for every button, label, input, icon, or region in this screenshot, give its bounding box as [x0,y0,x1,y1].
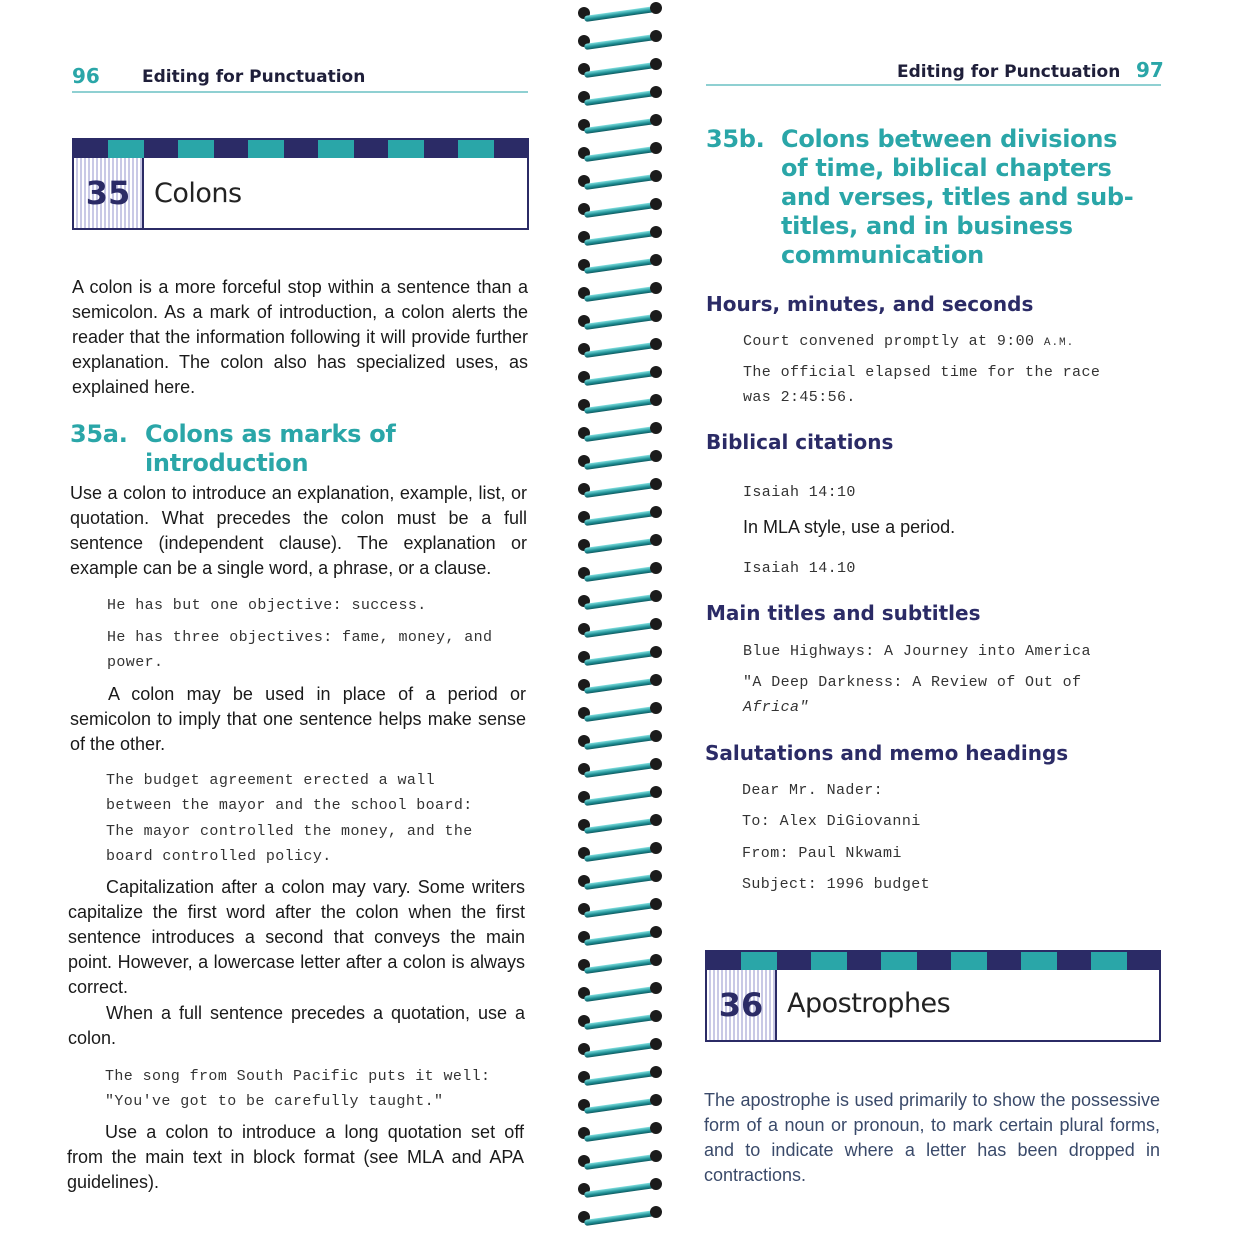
section-title-line2: of time, biblical chapters [781,154,1112,182]
section-title-line4: titles, and in business [781,212,1073,240]
left-page [0,0,570,1237]
chapter-title: Colons [154,178,242,209]
example-elapsed-line2: was 2:45:56. [743,389,856,406]
binding-coil [578,762,662,776]
example-deep-darkness-line2: Africa" [743,699,809,716]
example-objectives-line1: He has three objectives: fame, money, and [107,629,493,646]
example-budget-line3: The mayor controlled the money, and the [106,823,473,840]
binding-coil [578,930,662,944]
binding-coil [578,902,662,916]
mla-note: In MLA style, use a period. [743,517,956,537]
binding-coil [578,1098,662,1112]
section-35a-para3: Capitalization after a colon may vary. Some writers capitalize the first word after the colon when the first sentence introduces a second that conveys the main point. However, a lowercase letter after a colon is always correct. [68,877,525,997]
example-song-line1: The song from South Pacific puts it well: [105,1068,491,1085]
binding-coil [578,510,662,524]
chapter-36-intro: The apostrophe is used primarily to show the possessive form of a noun or pronoun, to mark certain plural forms, and to indicate where a letter has been dropped in contractions. [704,1090,1160,1185]
titles-heading: Main titles and subtitles [706,601,981,625]
spiral-binding [570,0,670,1237]
binding-coil [578,230,662,244]
binding-coil [578,118,662,132]
chapter-stripe [74,140,527,158]
binding-coil [578,174,662,188]
chapter-stripe [707,952,1159,970]
binding-coil [578,538,662,552]
binding-coil [578,398,662,412]
example-budget-line1: The budget agreement erected a wall [106,772,436,789]
section-35b-heading [706,125,1176,275]
binding-coil [578,202,662,216]
example-isaiah-period: Isaiah 14.10 [743,560,856,577]
left-header-rule [72,91,528,93]
right-page [670,0,1233,1237]
section-35a-para1: Use a colon to introduce an explanation, example, list, or quotation. What precedes the colon must be a full sentence (independent clause). The explanation or example can be a single word, a phrase, or a clause. [70,483,527,578]
left-page-number: 96 [72,64,100,88]
example-success: He has but one objective: success. [107,597,427,614]
section-35a-para2: A colon may be used in place of a period or semicolon to imply that one sentence helps make sense of the other. [70,684,526,754]
example-deep-darkness-line1: "A Deep Darkness: A Review of Out of [743,674,1082,691]
binding-coil [578,342,662,356]
chapter-number: 35 [74,158,144,228]
left-running-title: Editing for Punctuation [142,67,366,87]
left-running-header [72,64,366,88]
section-title-line5: communication [781,241,984,269]
binding-coil [578,594,662,608]
chapter-36-box [705,950,1161,1042]
hours-heading: Hours, minutes, and seconds [706,292,1034,316]
binding-coil [578,1154,662,1168]
binding-coil [578,146,662,160]
binding-coil [578,258,662,272]
binding-coil [578,734,662,748]
chapter-number: 36 [707,970,777,1040]
example-court [743,329,1074,356]
section-number: 35a. [70,420,128,448]
binding-coil [578,986,662,1000]
section-35a-heading [70,420,530,480]
chapter-title: Apostrophes [787,988,951,1019]
binding-coil [578,482,662,496]
section-35a-para4: When a full sentence precedes a quotation, use a colon. [68,1003,525,1048]
example-song-line2: "You've got to be carefully taught." [105,1093,444,1110]
binding-coil [578,846,662,860]
right-running-title: Editing for Punctuation [897,62,1121,82]
binding-coil [578,90,662,104]
right-page-number: 97 [1136,58,1164,82]
example-court-text: Court convened promptly at 9:00 [743,333,1044,350]
binding-coil [578,1126,662,1140]
binding-coil [578,1014,662,1028]
example-objectives-line2: power. [107,654,164,671]
binding-coil [578,874,662,888]
example-budget-line4: board controlled policy. [106,848,332,865]
binding-coil [578,370,662,384]
example-subject: Subject: 1996 budget [742,876,931,893]
section-number: 35b. [706,125,765,153]
binding-coil [578,1210,662,1224]
example-dear: Dear Mr. Nader: [742,782,884,799]
binding-coil [578,958,662,972]
binding-coil [578,62,662,76]
example-to: To: Alex DiGiovanni [742,813,921,830]
right-running-header [897,58,1164,82]
example-budget-line2: between the mayor and the school board: [106,797,473,814]
example-blue-highways: Blue Highways: A Journey into America [743,643,1091,660]
binding-coil [578,314,662,328]
biblical-heading: Biblical citations [706,430,894,454]
example-elapsed-line1: The official elapsed time for the race [743,364,1101,381]
example-isaiah-colon: Isaiah 14:10 [743,484,856,501]
binding-coil [578,6,662,20]
binding-coil [578,790,662,804]
binding-coil [578,1070,662,1084]
binding-coil [578,1182,662,1196]
binding-coil [578,1042,662,1056]
chapter-intro: A colon is a more forceful stop within a sentence than a semicolon. As a mark of introduction, a colon alerts the reader that the information following it will provide further explanation. The colon also has specialized uses, as explained here. [72,277,528,397]
section-title-line2: introduction [145,449,309,477]
binding-coil [578,286,662,300]
right-header-rule [706,84,1161,86]
example-from: From: Paul Nkwami [742,845,902,862]
binding-coil [578,706,662,720]
binding-coil [578,818,662,832]
binding-coil [578,566,662,580]
section-title-line1: Colons between divisions [781,125,1118,153]
section-title-line3: and verses, titles and sub- [781,183,1134,211]
section-title-line1: Colons as marks of [145,420,396,448]
salutations-heading: Salutations and memo headings [705,741,1069,765]
binding-coil [578,678,662,692]
section-35a-para5: Use a colon to introduce a long quotation set off from the main text in block format (see MLA and APA guidelines). [67,1122,524,1192]
binding-coil [578,454,662,468]
binding-coil [578,34,662,48]
binding-coil [578,426,662,440]
chapter-35-box [72,138,529,230]
example-court-am: A.M. [1043,337,1075,349]
binding-coil [578,650,662,664]
binding-coil [578,622,662,636]
